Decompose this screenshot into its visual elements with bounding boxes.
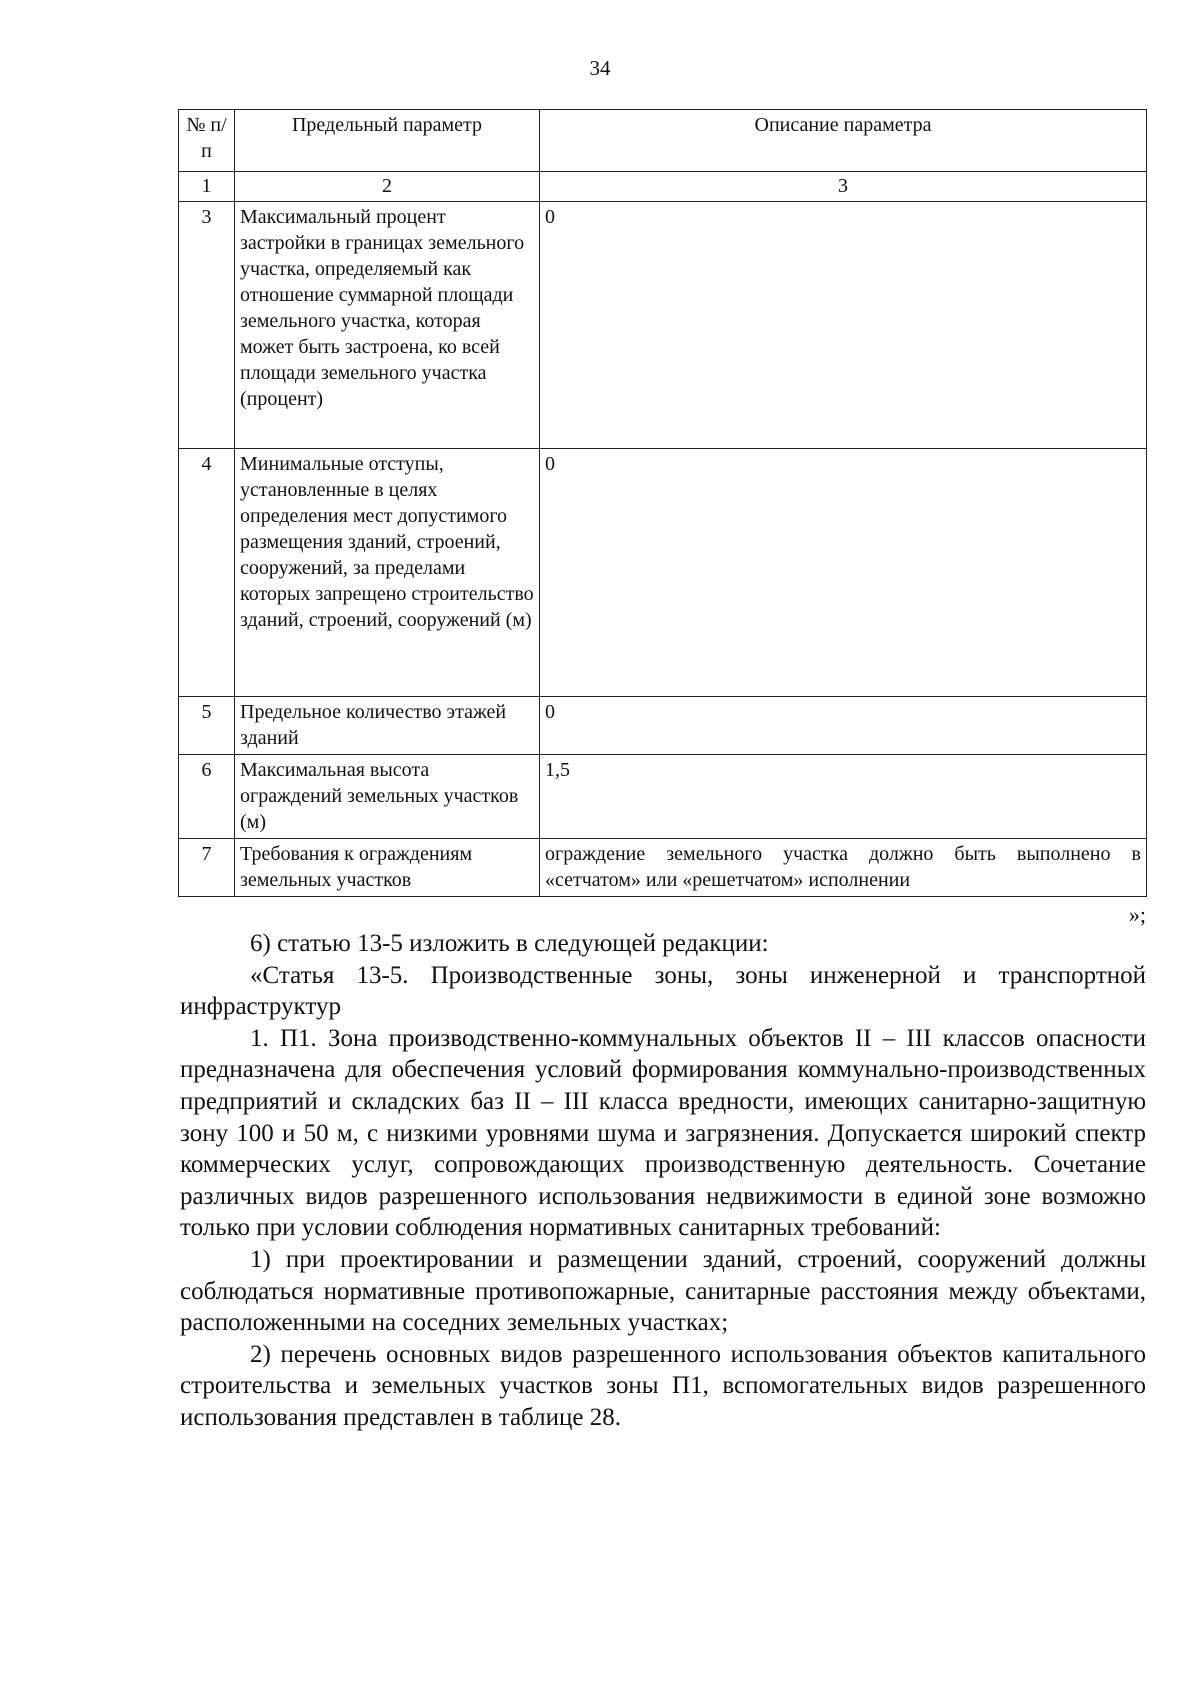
page-number: 34 bbox=[589, 56, 611, 80]
row-parameter: Предельное количество этажей зданий bbox=[235, 697, 540, 755]
paragraph-article-title: «Статья 13-5. Производственные зоны, зоны инженерной и транспортной инфраструктур bbox=[180, 961, 1146, 1021]
row-description: 1,5 bbox=[540, 755, 1147, 839]
table-row bbox=[179, 202, 1147, 449]
column-number: 1 bbox=[179, 172, 235, 202]
header-description: Описание параметра bbox=[540, 110, 1147, 172]
row-description: 0 bbox=[540, 449, 1147, 697]
table-row bbox=[179, 755, 1147, 839]
table-row bbox=[179, 449, 1147, 697]
header-parameter: Предельный параметр bbox=[235, 110, 540, 172]
paragraph-item-2: 2) перечень основных видов разрешенного использования объектов капитального строительства и земельных участков зоны П1, вспомогательных видов разрешенного использования представлен в таблице 28. bbox=[180, 1340, 1146, 1431]
paragraph-item-1: 1) при проектировании и размещении зданий, строений, сооружений должны соблюдаться нормативные противопожарные, санитарные расстояния между объектами, расположенными на соседних земельных участках; bbox=[180, 1245, 1146, 1337]
column-numbers-row bbox=[179, 172, 1147, 202]
column-number: 3 bbox=[540, 172, 1147, 202]
paragraph-zone-p1: 1. П1. Зона производственно-коммунальных объектов II – III классов опасности предназначена для обеспечения условий формирования коммунально-производственных предприятий и складских баз II – III класса вредности, имеющих санитарно-защитную зону 100 и 50 м, с низкими уровнями шума и загрязнения. Допускается широкий спектр коммерческих услуг, сопровождающих производственную деятельность. Сочетание различных видов разрешенного использования недвижимости в единой зоне возможно только при условии соблюдения нормативных санитарных требований: bbox=[180, 1024, 1146, 1242]
row-number: 5 bbox=[179, 697, 235, 755]
row-description: ограждение земельного участка должно быть выполнено в «сетчатом» или «решетчатом» исполнении bbox=[540, 839, 1147, 897]
column-number: 2 bbox=[235, 172, 540, 202]
parameters-table bbox=[178, 109, 1147, 897]
body-text bbox=[180, 928, 1146, 1434]
row-number: 6 bbox=[179, 755, 235, 839]
row-number: 4 bbox=[179, 449, 235, 697]
table-row bbox=[179, 839, 1147, 897]
row-description: 0 bbox=[540, 697, 1147, 755]
table-row bbox=[179, 697, 1147, 755]
row-parameter: Максимальная высота ограждений земельных участков (м) bbox=[235, 755, 540, 839]
row-parameter: Максимальный процент застройки в границах земельного участка, определяемый как отношение суммарной площади земельного участка, которая может быть застроена, ко всей площади земельного участка (процент) bbox=[235, 202, 540, 449]
row-parameter: Минимальные отступы, установленные в целях определения мест допустимого размещения зданий, строений, сооружений, за пределами которых запрещено строительство зданий, строений, сооружений (м) bbox=[235, 449, 540, 697]
row-number: 7 bbox=[179, 839, 235, 897]
header-number: № п/п bbox=[179, 110, 235, 172]
row-parameter: Требования к ограждениям земельных участков bbox=[235, 839, 540, 897]
row-number: 3 bbox=[179, 202, 235, 449]
row-description: 0 bbox=[540, 202, 1147, 449]
table-header-row bbox=[179, 110, 1147, 172]
paragraph-amendment: 6) статью 13-5 изложить в следующей редакции: bbox=[250, 930, 769, 957]
closing-quote: »; bbox=[1128, 902, 1146, 927]
